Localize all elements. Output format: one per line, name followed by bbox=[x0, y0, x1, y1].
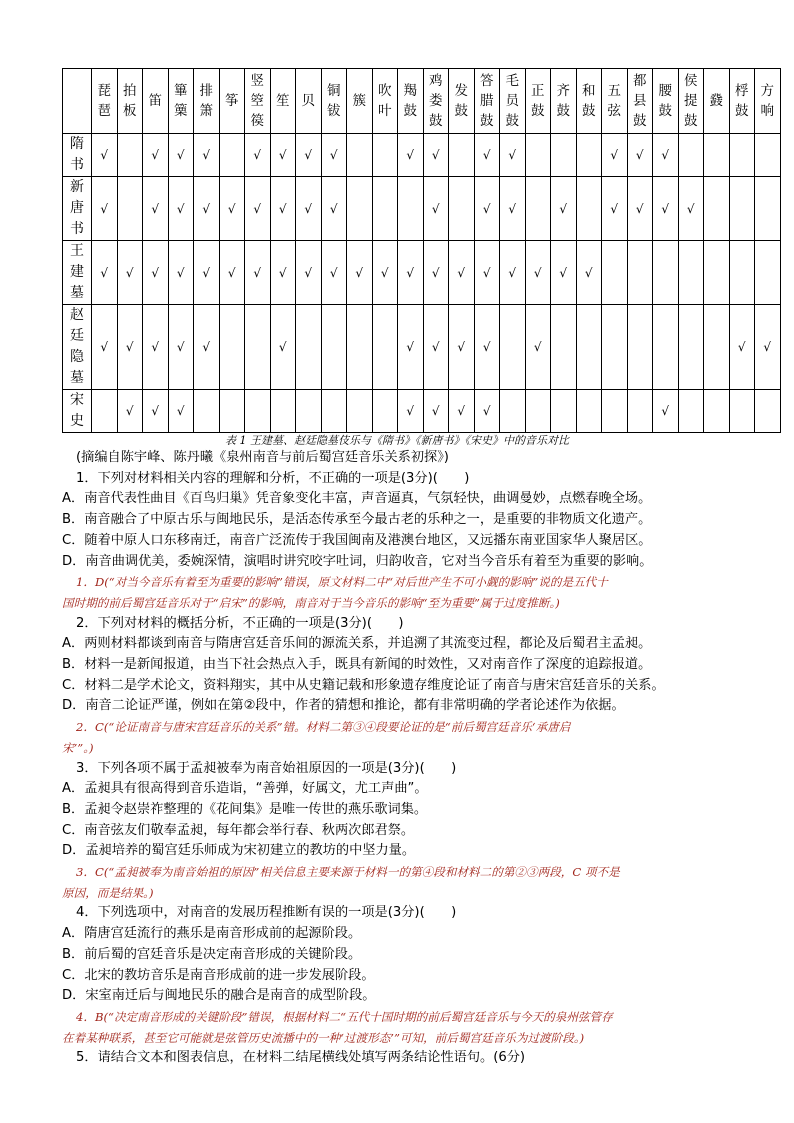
table-cell bbox=[576, 390, 602, 433]
table-cell bbox=[194, 390, 220, 433]
check-mark: √ bbox=[151, 404, 160, 418]
table-cell bbox=[296, 305, 322, 390]
check-mark: √ bbox=[176, 404, 185, 418]
answer-explanation: 在着某种联系，甚至它可能就是弦管历史流播中的一种‘过渡形态’”可知，前后蜀宫廷音乐为过渡阶段。) bbox=[62, 1030, 585, 1045]
row-header: 新 唐 书 bbox=[63, 177, 92, 241]
table-cell bbox=[117, 305, 143, 390]
check-mark: √ bbox=[457, 265, 466, 280]
table-cell bbox=[525, 134, 551, 177]
table-cell bbox=[194, 177, 220, 241]
check-mark: √ bbox=[329, 201, 338, 216]
table-row bbox=[63, 390, 781, 433]
check-mark: √ bbox=[278, 201, 287, 216]
check-mark: √ bbox=[202, 201, 211, 216]
check-mark: √ bbox=[100, 265, 109, 280]
table-cell bbox=[755, 305, 781, 390]
table-cell bbox=[143, 177, 169, 241]
check-mark: √ bbox=[661, 404, 670, 418]
column-header: 篳 篥 bbox=[168, 69, 194, 134]
table-cell bbox=[423, 305, 449, 390]
table-cell bbox=[678, 177, 704, 241]
check-mark: √ bbox=[100, 340, 109, 354]
check-mark: √ bbox=[457, 404, 466, 418]
table-cell bbox=[219, 241, 245, 305]
answer-option: C．随着中原人口东移南迁，南音广泛流传于我国闽南及港澳台地区，又远播东南亚国家华人聚居区。 bbox=[62, 532, 652, 548]
check-mark: √ bbox=[686, 201, 695, 216]
column-header: 方 响 bbox=[755, 69, 781, 134]
check-mark: √ bbox=[202, 265, 211, 280]
table-cell bbox=[449, 241, 475, 305]
column-header: 簇 bbox=[347, 69, 373, 134]
column-header: 鼗 bbox=[704, 69, 730, 134]
check-mark: √ bbox=[431, 148, 440, 162]
column-header: 和 鼓 bbox=[576, 69, 602, 134]
table-cell bbox=[372, 390, 398, 433]
table-cell bbox=[525, 241, 551, 305]
answer-option: C．材料二是学术论文，资料翔实，其中从史籍记载和形象遗存维度论证了南音与唐宋宫廷音乐的关系。 bbox=[62, 677, 665, 693]
table-cell bbox=[168, 134, 194, 177]
check-mark: √ bbox=[482, 340, 491, 354]
table-cell bbox=[398, 390, 424, 433]
table-cell bbox=[245, 305, 271, 390]
check-mark: √ bbox=[737, 340, 746, 354]
check-mark: √ bbox=[661, 201, 670, 216]
check-mark: √ bbox=[125, 340, 134, 354]
check-mark: √ bbox=[100, 201, 109, 216]
table-caption: 表 1 王建墓、赵廷隐墓伎乐与《隋书》《新唐书》《宋史》中的音乐对比 bbox=[225, 434, 569, 447]
table-cell bbox=[474, 390, 500, 433]
table-cell bbox=[423, 134, 449, 177]
table-cell bbox=[347, 241, 373, 305]
table-cell bbox=[372, 241, 398, 305]
check-mark: √ bbox=[406, 340, 415, 354]
table-cell bbox=[729, 134, 755, 177]
check-mark: √ bbox=[508, 148, 517, 162]
row-header: 隋 书 bbox=[63, 134, 92, 177]
column-header: 腰 鼓 bbox=[653, 69, 679, 134]
table-cell bbox=[755, 390, 781, 433]
table-cell bbox=[449, 177, 475, 241]
check-mark: √ bbox=[482, 265, 491, 280]
column-header: 笛 bbox=[143, 69, 169, 134]
table-cell bbox=[551, 134, 577, 177]
table-cell bbox=[704, 305, 730, 390]
check-mark: √ bbox=[176, 201, 185, 216]
table-cell bbox=[347, 305, 373, 390]
table-cell bbox=[576, 241, 602, 305]
table-cell bbox=[678, 241, 704, 305]
table-cell bbox=[602, 390, 628, 433]
table-cell bbox=[653, 390, 679, 433]
table-cell bbox=[423, 241, 449, 305]
answer-explanation: 原因，而是结果。) bbox=[62, 885, 154, 900]
answer-option: A．孟昶具有很高得到音乐造诣，“善弹，好属文，尤工声曲”。 bbox=[62, 781, 428, 797]
check-mark: √ bbox=[661, 148, 670, 162]
table-cell bbox=[194, 305, 220, 390]
answer-explanation: 国时期的前后蜀宫廷音乐对于“启宋”的影响，南音对于当今音乐的影响“至为重要”属于过度推断。) bbox=[62, 595, 560, 610]
table-cell bbox=[576, 134, 602, 177]
answer-explanation: 1．D(“对当今音乐有着至为重要的影响”错误，原文材料二中“对后世产生不可小觑的影响”说的是五代十 bbox=[76, 575, 608, 590]
row-header: 王 建 墓 bbox=[63, 241, 92, 305]
check-mark: √ bbox=[278, 148, 287, 162]
table-cell bbox=[219, 390, 245, 433]
column-header: 笙 bbox=[270, 69, 296, 134]
column-header: 筝 bbox=[219, 69, 245, 134]
table-cell bbox=[678, 305, 704, 390]
table-cell bbox=[500, 177, 526, 241]
table-cell bbox=[92, 241, 118, 305]
table-row bbox=[63, 305, 781, 390]
table-cell bbox=[296, 134, 322, 177]
table-cell bbox=[729, 305, 755, 390]
check-mark: √ bbox=[584, 265, 593, 280]
column-header: 铜 钹 bbox=[321, 69, 347, 134]
check-mark: √ bbox=[176, 340, 185, 354]
check-mark: √ bbox=[380, 265, 389, 280]
table-cell bbox=[270, 134, 296, 177]
table-cell bbox=[245, 241, 271, 305]
table-row bbox=[63, 241, 781, 305]
check-mark: √ bbox=[278, 340, 287, 354]
table-cell bbox=[270, 241, 296, 305]
check-mark: √ bbox=[533, 265, 542, 280]
answer-option: A．隋唐宫廷流行的燕乐是南音形成前的起源阶段。 bbox=[62, 926, 362, 942]
check-mark: √ bbox=[151, 201, 160, 216]
table-header-row bbox=[63, 69, 781, 134]
table-cell bbox=[245, 390, 271, 433]
check-mark: √ bbox=[406, 265, 415, 280]
column-header: 排 箫 bbox=[194, 69, 220, 134]
check-mark: √ bbox=[482, 404, 491, 418]
table-cell bbox=[500, 134, 526, 177]
table-cell bbox=[627, 305, 653, 390]
source-note: (摘编自陈宇峰、陈丹曦《泉州南音与前后蜀宫廷音乐关系初探》) bbox=[76, 450, 449, 465]
table-cell bbox=[372, 134, 398, 177]
table-cell bbox=[372, 305, 398, 390]
check-mark: √ bbox=[559, 201, 568, 216]
table-cell bbox=[398, 177, 424, 241]
table-cell bbox=[92, 305, 118, 390]
table-cell bbox=[270, 305, 296, 390]
check-mark: √ bbox=[125, 404, 134, 418]
answer-option: D．孟昶培养的蜀宫廷乐师成为宋初建立的教坊的中坚力量。 bbox=[62, 843, 416, 859]
table-cell bbox=[117, 177, 143, 241]
check-mark: √ bbox=[355, 265, 364, 280]
check-mark: √ bbox=[176, 148, 185, 162]
table-cell bbox=[321, 305, 347, 390]
table-cell bbox=[168, 177, 194, 241]
table-cell bbox=[678, 134, 704, 177]
table-cell bbox=[219, 177, 245, 241]
check-mark: √ bbox=[227, 201, 236, 216]
column-header: 鸡 娄 鼓 bbox=[423, 69, 449, 134]
table-cell bbox=[551, 241, 577, 305]
table-cell bbox=[423, 177, 449, 241]
check-mark: √ bbox=[635, 201, 644, 216]
check-mark: √ bbox=[278, 265, 287, 280]
table-cell bbox=[576, 177, 602, 241]
check-mark: √ bbox=[151, 265, 160, 280]
answer-option: D．宋室南迁后与闽地民乐的融合是南音的成型阶段。 bbox=[62, 988, 376, 1004]
table-cell bbox=[296, 241, 322, 305]
table-cell bbox=[423, 390, 449, 433]
check-mark: √ bbox=[431, 201, 440, 216]
answer-option: B．前后蜀的宫廷音乐是决定南音形成的关键阶段。 bbox=[62, 946, 362, 962]
check-mark: √ bbox=[431, 265, 440, 280]
check-mark: √ bbox=[457, 340, 466, 354]
table-cell bbox=[398, 134, 424, 177]
table-cell bbox=[143, 390, 169, 433]
question-stem: 3．下列各项不属于孟昶被奉为南音始祖原因的一项是(3分)( ) bbox=[76, 760, 457, 776]
column-header: 羯 鼓 bbox=[398, 69, 424, 134]
table-cell bbox=[321, 390, 347, 433]
table-cell bbox=[653, 305, 679, 390]
table-row bbox=[63, 177, 781, 241]
table-cell bbox=[143, 241, 169, 305]
comparison-table-wrap bbox=[62, 68, 781, 433]
table-cell bbox=[398, 241, 424, 305]
table-cell bbox=[92, 177, 118, 241]
check-mark: √ bbox=[202, 148, 211, 162]
check-mark: √ bbox=[431, 404, 440, 418]
column-header: 五 弦 bbox=[602, 69, 628, 134]
answer-option: D．南音曲调优美，委婉深情，演唱时讲究咬字吐词，归韵收音，它对当今音乐有着至为重要的影响。 bbox=[62, 553, 653, 569]
table-cell bbox=[143, 305, 169, 390]
check-mark: √ bbox=[151, 148, 160, 162]
table-cell bbox=[117, 390, 143, 433]
check-mark: √ bbox=[406, 148, 415, 162]
check-mark: √ bbox=[176, 265, 185, 280]
table-cell bbox=[117, 134, 143, 177]
check-mark: √ bbox=[304, 265, 313, 280]
answer-option: A．南音代表性曲目《百鸟归巢》凭音象变化丰富，声音逼真，气氛轻快，曲调曼妙，点燃春晚全场。 bbox=[62, 491, 652, 507]
question-stem: 1．下列对材料相关内容的理解和分析，不正确的一项是(3分)( ) bbox=[76, 470, 470, 486]
column-header: 答 腊 鼓 bbox=[474, 69, 500, 134]
table-cell bbox=[347, 390, 373, 433]
check-mark: √ bbox=[125, 265, 134, 280]
table-cell bbox=[449, 390, 475, 433]
table-cell bbox=[602, 305, 628, 390]
row-header: 宋 史 bbox=[63, 390, 92, 433]
table-cell bbox=[296, 390, 322, 433]
table-cell bbox=[449, 305, 475, 390]
answer-explanation: 4．B(“决定南音形成的关键阶段”错误，根据材料二“五代十国时期的前后蜀宫廷音乐与今天的泉州弦管存 bbox=[76, 1009, 613, 1024]
table-cell bbox=[602, 177, 628, 241]
column-header: 桴 鼓 bbox=[729, 69, 755, 134]
table-cell bbox=[525, 305, 551, 390]
table-cell bbox=[704, 134, 730, 177]
table-cell bbox=[270, 390, 296, 433]
table-cell bbox=[653, 241, 679, 305]
row-header: 赵 廷 隐 墓 bbox=[63, 305, 92, 390]
table-cell bbox=[500, 241, 526, 305]
answer-explanation: 3．C(“孟昶被奉为南音始祖的原因”相关信息主要来源于材料一的第④段和材料二的第②③两段，C 项不是 bbox=[76, 865, 620, 880]
table-cell bbox=[525, 390, 551, 433]
column-header: 贝 bbox=[296, 69, 322, 134]
table-cell bbox=[474, 134, 500, 177]
check-mark: √ bbox=[763, 340, 772, 354]
answer-option: C．南音弦友们敬奉孟昶，每年都会举行春、秋两次郎君祭。 bbox=[62, 822, 415, 838]
table-cell bbox=[627, 177, 653, 241]
table-cell bbox=[245, 134, 271, 177]
table-cell bbox=[500, 305, 526, 390]
check-mark: √ bbox=[202, 340, 211, 354]
check-mark: √ bbox=[482, 201, 491, 216]
column-header: 发 鼓 bbox=[449, 69, 475, 134]
table-cell bbox=[194, 134, 220, 177]
table-cell bbox=[602, 241, 628, 305]
check-mark: √ bbox=[610, 201, 619, 216]
column-header: 琵 琶 bbox=[92, 69, 118, 134]
check-mark: √ bbox=[253, 265, 262, 280]
table-cell bbox=[551, 305, 577, 390]
table-cell bbox=[678, 390, 704, 433]
table-cell bbox=[755, 134, 781, 177]
check-mark: √ bbox=[508, 265, 517, 280]
answer-explanation: 宋’”。) bbox=[62, 740, 94, 755]
table-cell bbox=[372, 177, 398, 241]
answer-option: B．南音融合了中原古乐与闽地民乐，是活态传承至今最古老的乐种之一，是重要的非物质文化遗产。 bbox=[62, 512, 652, 528]
column-header: 齐 鼓 bbox=[551, 69, 577, 134]
table-cell bbox=[296, 177, 322, 241]
check-mark: √ bbox=[227, 265, 236, 280]
table-cell bbox=[449, 134, 475, 177]
table-row bbox=[63, 134, 781, 177]
table-cell bbox=[525, 177, 551, 241]
check-mark: √ bbox=[304, 148, 313, 162]
table-cell bbox=[627, 241, 653, 305]
table-cell bbox=[168, 390, 194, 433]
check-mark: √ bbox=[559, 265, 568, 280]
table-cell bbox=[576, 305, 602, 390]
answer-option: B．孟昶令赵崇祚整理的《花间集》是唯一传世的燕乐歌词集。 bbox=[62, 801, 428, 817]
question-stem: 4．下列选项中，对南音的发展历程推断有误的一项是(3分)( ) bbox=[76, 905, 457, 921]
table-cell bbox=[551, 177, 577, 241]
answer-option: C．北宋的教坊音乐是南音形成前的进一步发展阶段。 bbox=[62, 967, 375, 983]
table-cell bbox=[117, 241, 143, 305]
table-cell bbox=[627, 390, 653, 433]
table-cell bbox=[474, 305, 500, 390]
table-cell bbox=[321, 134, 347, 177]
answer-option: A．两则材料都谈到南音与隋唐宫廷音乐间的源流关系，并追溯了其流变过程，都论及后蜀君主孟昶。 bbox=[62, 636, 652, 652]
table-cell bbox=[755, 177, 781, 241]
table-cell bbox=[245, 177, 271, 241]
question-stem: 5．请结合文本和图表信息，在材料二结尾横线处填写两条结论性语句。(6分) bbox=[76, 1050, 526, 1066]
answer-option: D．南音二论证严谨，例如在第②段中，作者的猜想和推论，都有非常明确的学者论述作为依据。 bbox=[62, 698, 625, 714]
table-cell bbox=[168, 305, 194, 390]
instrument-comparison-table bbox=[62, 68, 781, 433]
table-cell bbox=[347, 177, 373, 241]
table-cell bbox=[653, 134, 679, 177]
check-mark: √ bbox=[635, 148, 644, 162]
check-mark: √ bbox=[151, 340, 160, 354]
check-mark: √ bbox=[610, 148, 619, 162]
check-mark: √ bbox=[100, 148, 109, 162]
check-mark: √ bbox=[482, 148, 491, 162]
check-mark: √ bbox=[431, 340, 440, 354]
table-cell bbox=[704, 177, 730, 241]
table-cell bbox=[219, 134, 245, 177]
column-header: 毛 员 鼓 bbox=[500, 69, 526, 134]
table-cell bbox=[704, 241, 730, 305]
table-cell bbox=[755, 241, 781, 305]
answer-explanation: 2．C(“论证南音与唐宋宫廷音乐的关系”错。材料二第③④段要论证的是“前后蜀宫廷音乐‘承唐启 bbox=[76, 720, 571, 735]
check-mark: √ bbox=[508, 201, 517, 216]
column-header: 吹 叶 bbox=[372, 69, 398, 134]
check-mark: √ bbox=[329, 265, 338, 280]
table-cell bbox=[347, 134, 373, 177]
table-cell bbox=[398, 305, 424, 390]
table-cell bbox=[653, 177, 679, 241]
question-stem: 2．下列对材料的概括分析，不正确的一项是(3分)( ) bbox=[76, 615, 404, 631]
table-cell bbox=[474, 241, 500, 305]
table-cell bbox=[321, 241, 347, 305]
question-content bbox=[62, 448, 740, 1069]
table-cell bbox=[168, 241, 194, 305]
column-header: 都 县 鼓 bbox=[627, 69, 653, 134]
table-cell bbox=[321, 177, 347, 241]
column-header: 竖 箜 篌 bbox=[245, 69, 271, 134]
table-cell bbox=[729, 177, 755, 241]
table-cell bbox=[729, 241, 755, 305]
table-corner-cell bbox=[63, 69, 92, 134]
answer-option: B．材料一是新闻报道，由当下社会热点入手，既具有新闻的时效性，又对南音作了深度的追踪报道。 bbox=[62, 657, 652, 673]
check-mark: √ bbox=[329, 148, 338, 162]
table-cell bbox=[474, 177, 500, 241]
column-header: 侯 提 鼓 bbox=[678, 69, 704, 134]
table-cell bbox=[92, 134, 118, 177]
table-cell bbox=[219, 305, 245, 390]
check-mark: √ bbox=[253, 201, 262, 216]
table-cell bbox=[270, 177, 296, 241]
table-cell bbox=[627, 134, 653, 177]
check-mark: √ bbox=[304, 201, 313, 216]
check-mark: √ bbox=[533, 340, 542, 354]
table-cell bbox=[92, 390, 118, 433]
column-header: 正 鼓 bbox=[525, 69, 551, 134]
column-header: 拍 板 bbox=[117, 69, 143, 134]
table-cell bbox=[729, 390, 755, 433]
table-cell bbox=[143, 134, 169, 177]
table-cell bbox=[602, 134, 628, 177]
check-mark: √ bbox=[253, 148, 262, 162]
check-mark: √ bbox=[406, 404, 415, 418]
table-cell bbox=[500, 390, 526, 433]
table-cell bbox=[704, 390, 730, 433]
table-cell bbox=[194, 241, 220, 305]
table-cell bbox=[551, 390, 577, 433]
